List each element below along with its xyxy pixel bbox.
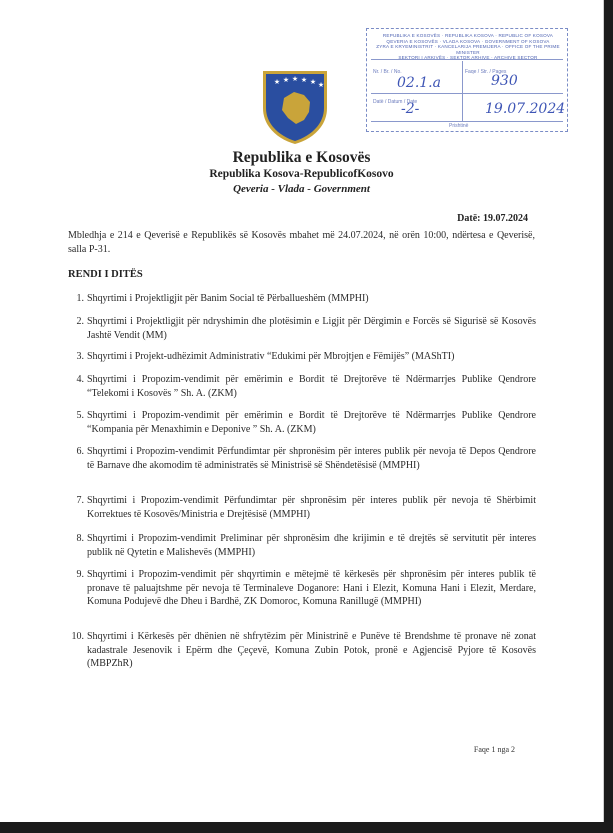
agenda-item-number: 2.	[76, 316, 84, 327]
meeting-intro: Mbledhja e 214 e Qeverisë e Republikës së Kosovës mbahet më 24.07.2024, në orën 10:00, ndërtesa e Qeverisë, salla P-31.	[68, 230, 535, 255]
stamp-handwritten-pages: -2-	[401, 101, 420, 117]
agenda-item-text: Shqyrtimi i Propozim-vendimit për emërimin e Bordit të Drejtorëve të Ndërmarrjes Publike Qendrore “Telekomi i Kosovës ” Sh. A. (ZKM)	[87, 374, 536, 399]
agenda-item-text: Shqyrtimi i Projektligjit për Banim Social të Përballueshëm (MMPHI)	[87, 293, 369, 304]
stamp-rule	[371, 121, 563, 122]
agenda-item-number: 7.	[76, 495, 84, 506]
kosovo-emblem-icon	[260, 68, 330, 146]
stamp-header-line: ZYRA E KRYEMINISTRIT · KANCELARIJA PREMIJERA · OFFICE OF THE PRIME MINISTER	[376, 44, 560, 55]
stamp-header-line: REPUBLIKA E KOSOVËS · REPUBLIKA KOSOVA · REPUBLIC OF KOSOVA	[382, 33, 554, 38]
stamp-footer: Prishtinë	[449, 123, 469, 129]
agenda-item-text: Shqyrtimi i Projektligjit për ndryshimin dhe plotësimin e Ligjit për Dërgimin e Forcës së Sigurisë së Kosovës Jashtë Vendit (MM)	[87, 316, 536, 341]
agenda-item-text: Shqyrtimi i Projekt-udhëzimit Administrativ “Edukimi për Mbrojtjen e Fëmijës” (MAShTI)	[87, 351, 455, 362]
stamp-divider	[462, 61, 463, 121]
stamp-label-pages: Faqe / Str. / Pages	[465, 69, 507, 75]
agenda-item-number: 10.	[71, 631, 84, 642]
agenda-item-number: 4.	[76, 374, 84, 385]
agenda-item-text: Shqyrtimi i Propozim-vendimit Përfundimtar për shpronësim për interes publik për nevoja të Depos Qendrore të Barnave dhe akomodim të administratës së Ministrisë së Shëndetësisë (MMPHI)	[87, 446, 536, 471]
agenda-item-text: Shqyrtimi i Propozim-vendimit për shqyrtimin e mëtejmë të kërkesës për shpronësim për interes publik të pronave të paluajtshme për nevoja të Terminaleve Doganore: Hani i Elezit, Komuna Hani i Elezit, Merdare, Komuna Podujevë dhe Dheu i Bardhë, ZK Domoroc, Komuna Ranillugë (MMPHI)	[87, 569, 536, 608]
government-line: Qeveria - Vlada - Government	[233, 183, 370, 195]
stamp-rule	[371, 59, 563, 60]
svg-text:★: ★	[309, 78, 317, 86]
agenda-item-number: 8.	[76, 533, 84, 544]
agenda-item-text: Shqyrtimi i Propozim-vendimit Preliminar për shpronësim dhe krijimin e të drejtës së servitutit për interes publik në Qytetin e Malishevës (MMPHI)	[87, 533, 536, 558]
svg-text:★: ★	[291, 75, 299, 83]
document-title: Republika e Kosovës	[232, 149, 371, 166]
stamp-handwritten-protocol: 930	[491, 73, 518, 89]
document-subtitle: Republika Kosova-RepublicofKosovo	[209, 168, 394, 180]
svg-text:★: ★	[300, 76, 308, 84]
svg-text:★: ★	[317, 81, 325, 89]
agenda-title: RENDI I DITËS	[68, 269, 143, 280]
agenda-item-text: Shqyrtimi i Propozim-vendimit Përfundimtar për shpronësim për interes publik për nevoja të Shërbimit Korrektues të Kosovës/Ministria e Drejtësisë (MMPHI)	[87, 495, 536, 520]
archive-stamp	[366, 28, 568, 132]
agenda-item-number: 1.	[76, 293, 84, 304]
stamp-label-date: Datë / Datum / Date	[373, 99, 418, 105]
agenda-item-number: 6.	[76, 446, 84, 457]
agenda-item-number: 5.	[76, 410, 84, 421]
stamp-handwritten-date: 19.07.2024	[485, 101, 566, 117]
page-number: Faqe 1 nga 2	[473, 745, 515, 754]
svg-text:★: ★	[282, 76, 290, 84]
stamp-header-line: QEVERIA E KOSOVËS · VLADA KOSOVA · GOVERNMENT OF KOSOVA	[386, 38, 550, 44]
stamp-label-number: Nr. / Br. / No.	[373, 69, 402, 75]
stamp-header-line: SEKTORI I ARKIVËS · SEKTOR ARHIVE · ARCHIVE SECTOR	[398, 55, 538, 61]
agenda-item-text: Shqyrtimi i Kërkesës për dhënien në shfrytëzim për Ministrinë e Punëve të Brendshme të pronave në zonat kadastrale Jesenovik i Epërm dhe Çeçevë, Komuna Zubin Potok, pronë e Agjencisë Pyjore të Kosovës (MBPZhR)	[87, 631, 536, 670]
agenda-item-text: Shqyrtimi i Propozim-vendimit për emërimin e Bordit të Drejtorëve të Ndërmarrjes Publike Qendrore “Kompania për Menaxhimin e Deponive ” Sh. A. (ZKM)	[87, 410, 536, 435]
svg-text:★: ★	[273, 78, 281, 86]
stamp-handwritten-number: 02.1.a	[397, 75, 441, 91]
stamp-rule	[371, 93, 563, 94]
agenda-item-number: 3.	[76, 351, 84, 362]
agenda-item-number: 9.	[76, 569, 84, 580]
document-date: Datë: 19.07.2024	[457, 213, 528, 224]
stamp-header	[375, 33, 561, 61]
